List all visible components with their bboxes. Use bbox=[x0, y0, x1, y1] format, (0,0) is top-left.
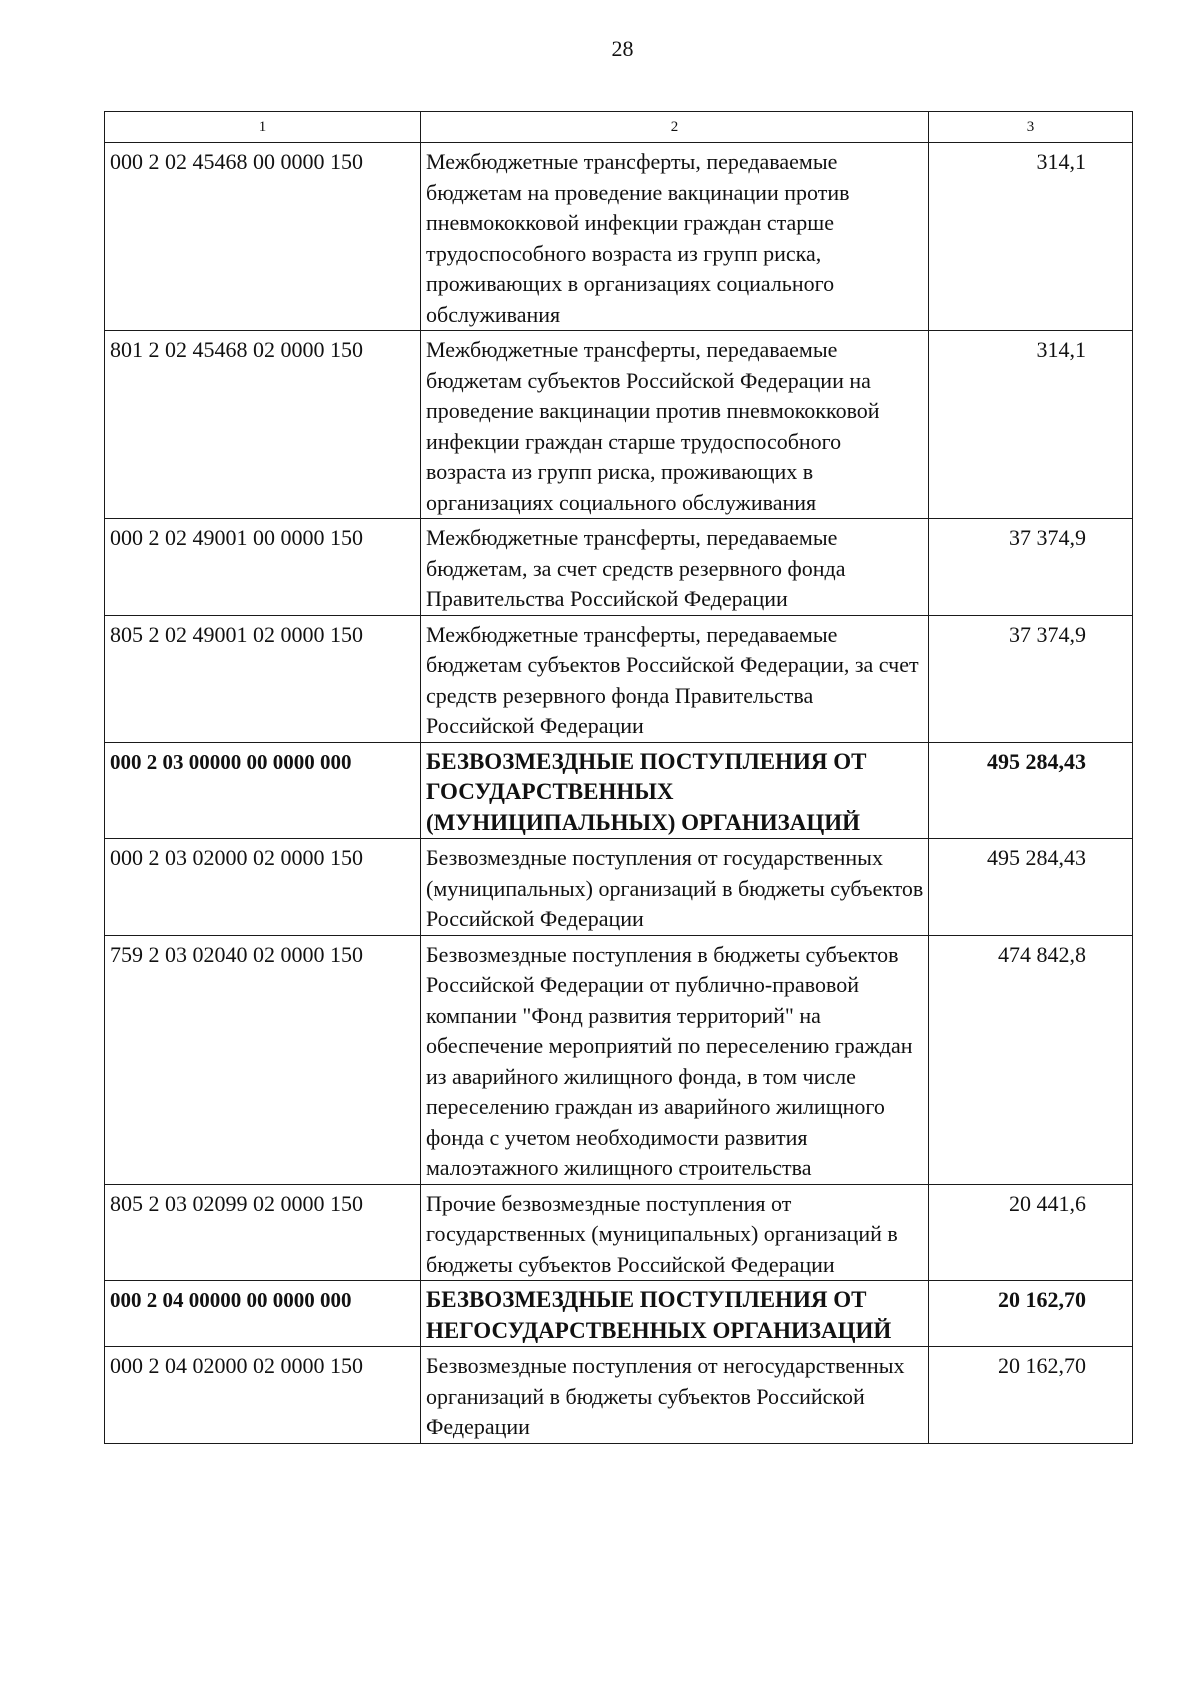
table-header-row bbox=[105, 112, 1133, 143]
table-row bbox=[105, 1184, 1133, 1281]
row-amount-cell: 314,1 bbox=[929, 331, 1133, 519]
row-name-cell: Межбюджетные трансферты, передаваемые бюджетам субъектов Российской Федерации, за счет средств резервного фонда Правительства Российской Федерации bbox=[421, 615, 929, 742]
row-name-cell: Прочие безвозмездные поступления от государственных (муниципальных) организаций в бюджеты субъектов Российской Федерации bbox=[421, 1184, 929, 1281]
row-amount-cell: 495 284,43 bbox=[929, 839, 1133, 936]
table-row bbox=[105, 331, 1133, 519]
row-code-cell: 805 2 03 02099 02 0000 150 bbox=[105, 1184, 421, 1281]
row-amount-cell: 20 162,70 bbox=[929, 1281, 1133, 1347]
row-name-cell: Межбюджетные трансферты, передаваемые бюджетам на проведение вакцинации против пневмококковой инфекции граждан старше трудоспособного возраста из групп риска, проживающих в организациях социального обслуживания bbox=[421, 143, 929, 331]
row-name-cell: Межбюджетные трансферты, передаваемые бюджетам, за счет средств резервного фонда Правительства Российской Федерации bbox=[421, 519, 929, 616]
budget-table bbox=[104, 111, 1133, 1444]
row-name-cell: Безвозмездные поступления от государственных (муниципальных) организаций в бюджеты субъектов Российской Федерации bbox=[421, 839, 929, 936]
page-number: 28 bbox=[611, 36, 634, 61]
row-code-cell: 759 2 03 02040 02 0000 150 bbox=[105, 935, 421, 1184]
row-amount-cell: 314,1 bbox=[929, 143, 1133, 331]
row-code-cell: 000 2 04 00000 00 0000 000 bbox=[105, 1281, 421, 1347]
row-code-cell: 801 2 02 45468 02 0000 150 bbox=[105, 331, 421, 519]
table-row bbox=[105, 615, 1133, 742]
table-row bbox=[105, 935, 1133, 1184]
row-name-cell: Межбюджетные трансферты, передаваемые бюджетам субъектов Российской Федерации на проведение вакцинации против пневмококковой инфекции граждан старше трудоспособного возраста из групп риска, проживающих в организациях социального обслуживания bbox=[421, 331, 929, 519]
row-amount-cell: 495 284,43 bbox=[929, 742, 1133, 839]
row-amount-cell: 37 374,9 bbox=[929, 519, 1133, 616]
row-code-cell: 000 2 04 02000 02 0000 150 bbox=[105, 1347, 421, 1444]
row-name-cell: Безвозмездные поступления в бюджеты субъектов Российской Федерации от публично-правовой компании "Фонд развития территорий" на обеспечение мероприятий по переселению граждан из аварийного жилищного фонда, в том числе переселению граждан из аварийного жилищного фонда с учетом необходимости развития малоэтажного жилищного строительства bbox=[421, 935, 929, 1184]
table-row bbox=[105, 839, 1133, 936]
row-amount-cell: 37 374,9 bbox=[929, 615, 1133, 742]
row-name-cell: БЕЗВОЗМЕЗДНЫЕ ПОСТУПЛЕНИЯ ОТ ГОСУДАРСТВЕННЫХ (МУНИЦИПАЛЬНЫХ) ОРГАНИЗАЦИЙ bbox=[421, 742, 929, 839]
table-row bbox=[105, 1281, 1133, 1347]
header-cell-amount: 3 bbox=[929, 112, 1133, 143]
table-row bbox=[105, 519, 1133, 616]
row-amount-cell: 474 842,8 bbox=[929, 935, 1133, 1184]
table-row bbox=[105, 143, 1133, 331]
header-cell-code: 1 bbox=[105, 112, 421, 143]
header-cell-name: 2 bbox=[421, 112, 929, 143]
row-amount-cell: 20 441,6 bbox=[929, 1184, 1133, 1281]
row-code-cell: 000 2 03 00000 00 0000 000 bbox=[105, 742, 421, 839]
row-code-cell: 805 2 02 49001 02 0000 150 bbox=[105, 615, 421, 742]
row-code-cell: 000 2 02 45468 00 0000 150 bbox=[105, 143, 421, 331]
row-code-cell: 000 2 02 49001 00 0000 150 bbox=[105, 519, 421, 616]
row-name-cell: БЕЗВОЗМЕЗДНЫЕ ПОСТУПЛЕНИЯ ОТ НЕГОСУДАРСТВЕННЫХ ОРГАНИЗАЦИЙ bbox=[421, 1281, 929, 1347]
row-amount-cell: 20 162,70 bbox=[929, 1347, 1133, 1444]
table-row bbox=[105, 1347, 1133, 1444]
row-name-cell: Безвозмездные поступления от негосударственных организаций в бюджеты субъектов Российской Федерации bbox=[421, 1347, 929, 1444]
row-code-cell: 000 2 03 02000 02 0000 150 bbox=[105, 839, 421, 936]
table-row bbox=[105, 742, 1133, 839]
